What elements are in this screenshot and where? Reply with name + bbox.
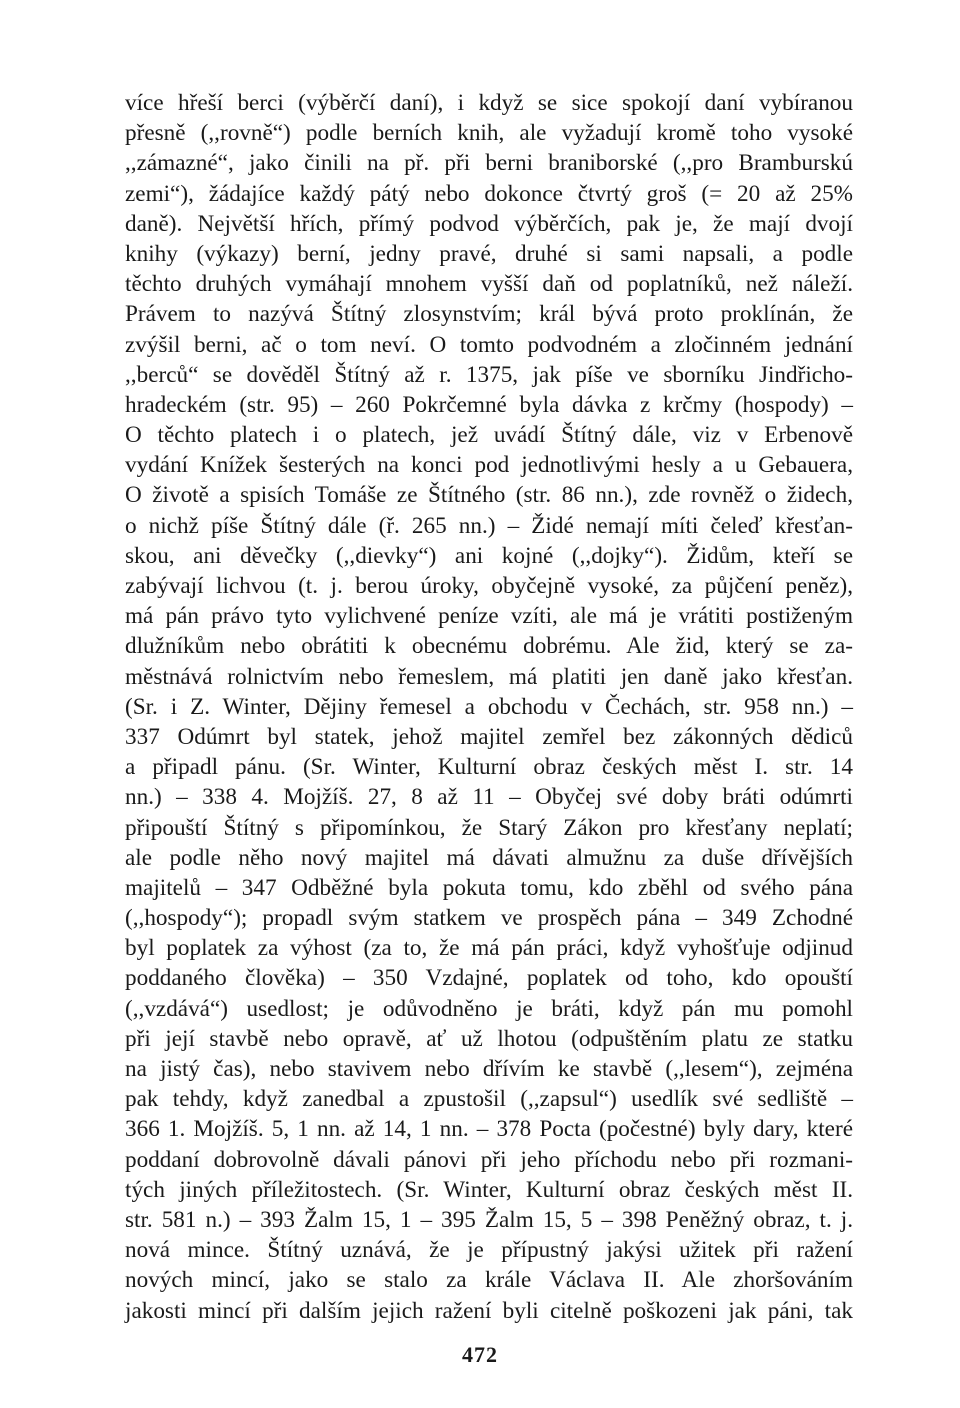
text-line: majitelů – 347 Odběžné byla pokuta tomu, kdo zběhl od svého pána: [125, 874, 853, 901]
text-line: (Sr. i Z. Winter, Dějiny řemesel a obchodu v Čechách, str. 958 nn.) –: [125, 693, 853, 720]
text-line: a připadl pánu. (Sr. Winter, Kulturní obraz českých měst I. str. 14: [125, 754, 853, 781]
text-line: (,,vzdává“) usedlost; je odůvodněno je bráti, když pán mu pomohl: [125, 995, 853, 1022]
text-line: 366 1. Mojžíš. 5, 1 nn. až 14, 1 nn. – 378 Pocta (počestné) byly dary, které: [125, 1116, 853, 1143]
text-line: knihy (výkazy) berní, jedny pravé, druhé si sami napsali, a podle: [125, 240, 853, 267]
text-line: zabývají lichvou (t. j. berou úroky, obyčejně vysoké, za půjčení peněz),: [125, 573, 853, 599]
text-line: o nichž píše Štítný dále (ř. 265 nn.) – Židé nemají míti čeleď křesťan-: [125, 512, 853, 539]
text-line: nová mince. Štítný uznává, že je přípustný jakýsi užitek při ražení: [125, 1237, 853, 1264]
text-line: O těchto platech i o platech, jež uvádí Štítný dále, viz v Erbenově: [125, 422, 853, 449]
text-line: zvýšil berni, ač o tom neví. O tomto podvodném a zločinném jednání: [125, 331, 853, 358]
text-line: při její stavbě nebo opravě, ať už lhotou (odpuštěním platu ze statku: [125, 1025, 853, 1052]
text-line: hradeckém (str. 95) – 260 Pokrčemné byla dávka z krčmy (hospody) –: [125, 391, 853, 418]
text-line: jakosti mincí při dalším jejich ražení byli citelně poškozeni jak páni, tak: [125, 1297, 853, 1324]
body-text: [125, 88, 853, 1326]
text-line: vydání Knížek šesterých na konci pod jednotlivými hesly a u Gebauera,: [125, 452, 853, 479]
text-line: skou, ani děvečky (,,dievky“) ani kojné (,,dojky“). Židům, kteří se: [125, 542, 853, 569]
text-line: má pán právo tyto vylichvené peníze vzíti, ale má je vrátiti postiženým: [125, 603, 853, 630]
text-line: více hřeší berci (výběrčí daní), i když se sice spokojí daní vybíranou: [125, 90, 853, 116]
text-line: O životě a spisích Tomáše ze Štítného (str. 86 nn.), zde rovněž o židech,: [125, 482, 853, 509]
text-line: tých jiných příležitostech. (Sr. Winter, Kulturní obraz českých měst II.: [125, 1176, 853, 1203]
text-line: přesně (,,rovně“) podle berních knih, ale vyžadují kromě toho vysoké: [125, 120, 853, 147]
text-line: městnává rolnictvím nebo řemeslem, má platiti jen daně jako křesťan.: [125, 663, 853, 690]
text-line: (,,hospody“); propadl svým statkem ve prospěch pána – 349 Zchodné: [125, 905, 853, 932]
text-line: poddaní dobrovolně dávali pánovi při jeho příchodu nebo při rozmani-: [125, 1146, 853, 1173]
text-line: str. 581 n.) – 393 Žalm 15, 1 – 395 Žalm 15, 5 – 398 Peněžný obraz, t. j.: [125, 1206, 853, 1233]
text-line: zemi“), žádajíce každý pátý nebo dokonce čtvrtý groš (= 20 až 25%: [125, 180, 853, 207]
text-line: ,,berců“ se dověděl Štítný až r. 1375, jak píše ve sborníku Jindřicho-: [125, 361, 853, 388]
text-line: těchto druhých vymáhají mnohem vyšší daň od poplatníků, než náleží.: [125, 271, 853, 298]
text-line: připouští Štítný s připomínkou, že Starý Zákon pro křesťany neplatí;: [125, 814, 853, 841]
text-line: nových mincí, jako se stalo za krále Václava II. Ale zhoršováním: [125, 1267, 853, 1294]
text-line: pak tehdy, když zanedbal a zpustošil (,,zapsul“) usedlík své sedliště –: [125, 1086, 853, 1113]
text-line: Právem to nazývá Štítný zlosynstvím; král bývá proto proklínán, že: [125, 301, 853, 328]
text-line: poddaného člověka) – 350 Vzdajné, poplatek od toho, kdo opouští: [125, 965, 853, 992]
text-line: ,,zámazné“, jako činili na př. při berni braniborské (,,pro Bramburskú: [125, 150, 853, 177]
text-line: 337 Odúmrt byl statek, jehož majitel zemřel bez zákonných dědiců: [125, 723, 853, 750]
text-line: daně). Největší hřích, přímý podvod výběrčích, pak je, že mají dvojí: [125, 210, 853, 237]
text-line: na jistý čas), nebo stavivem nebo dřívím ke stavbě (,,lesem“), zejména: [125, 1056, 853, 1082]
text-line: nn.) – 338 4. Mojžíš. 27, 8 až 11 – Obyčej své doby bráti odúmrti: [125, 784, 853, 811]
text-line: dlužníkům nebo obrátiti k obecnému dobrému. Ale žid, který se za-: [125, 633, 853, 660]
text-line: ale podle něho nový majitel má dávati almužnu za duše dřívějších: [125, 844, 853, 871]
page-number: 472: [462, 1342, 498, 1367]
text-line: byl poplatek za výhost (za to, že má pán práci, když vyhošťuje odjinud: [125, 935, 853, 962]
